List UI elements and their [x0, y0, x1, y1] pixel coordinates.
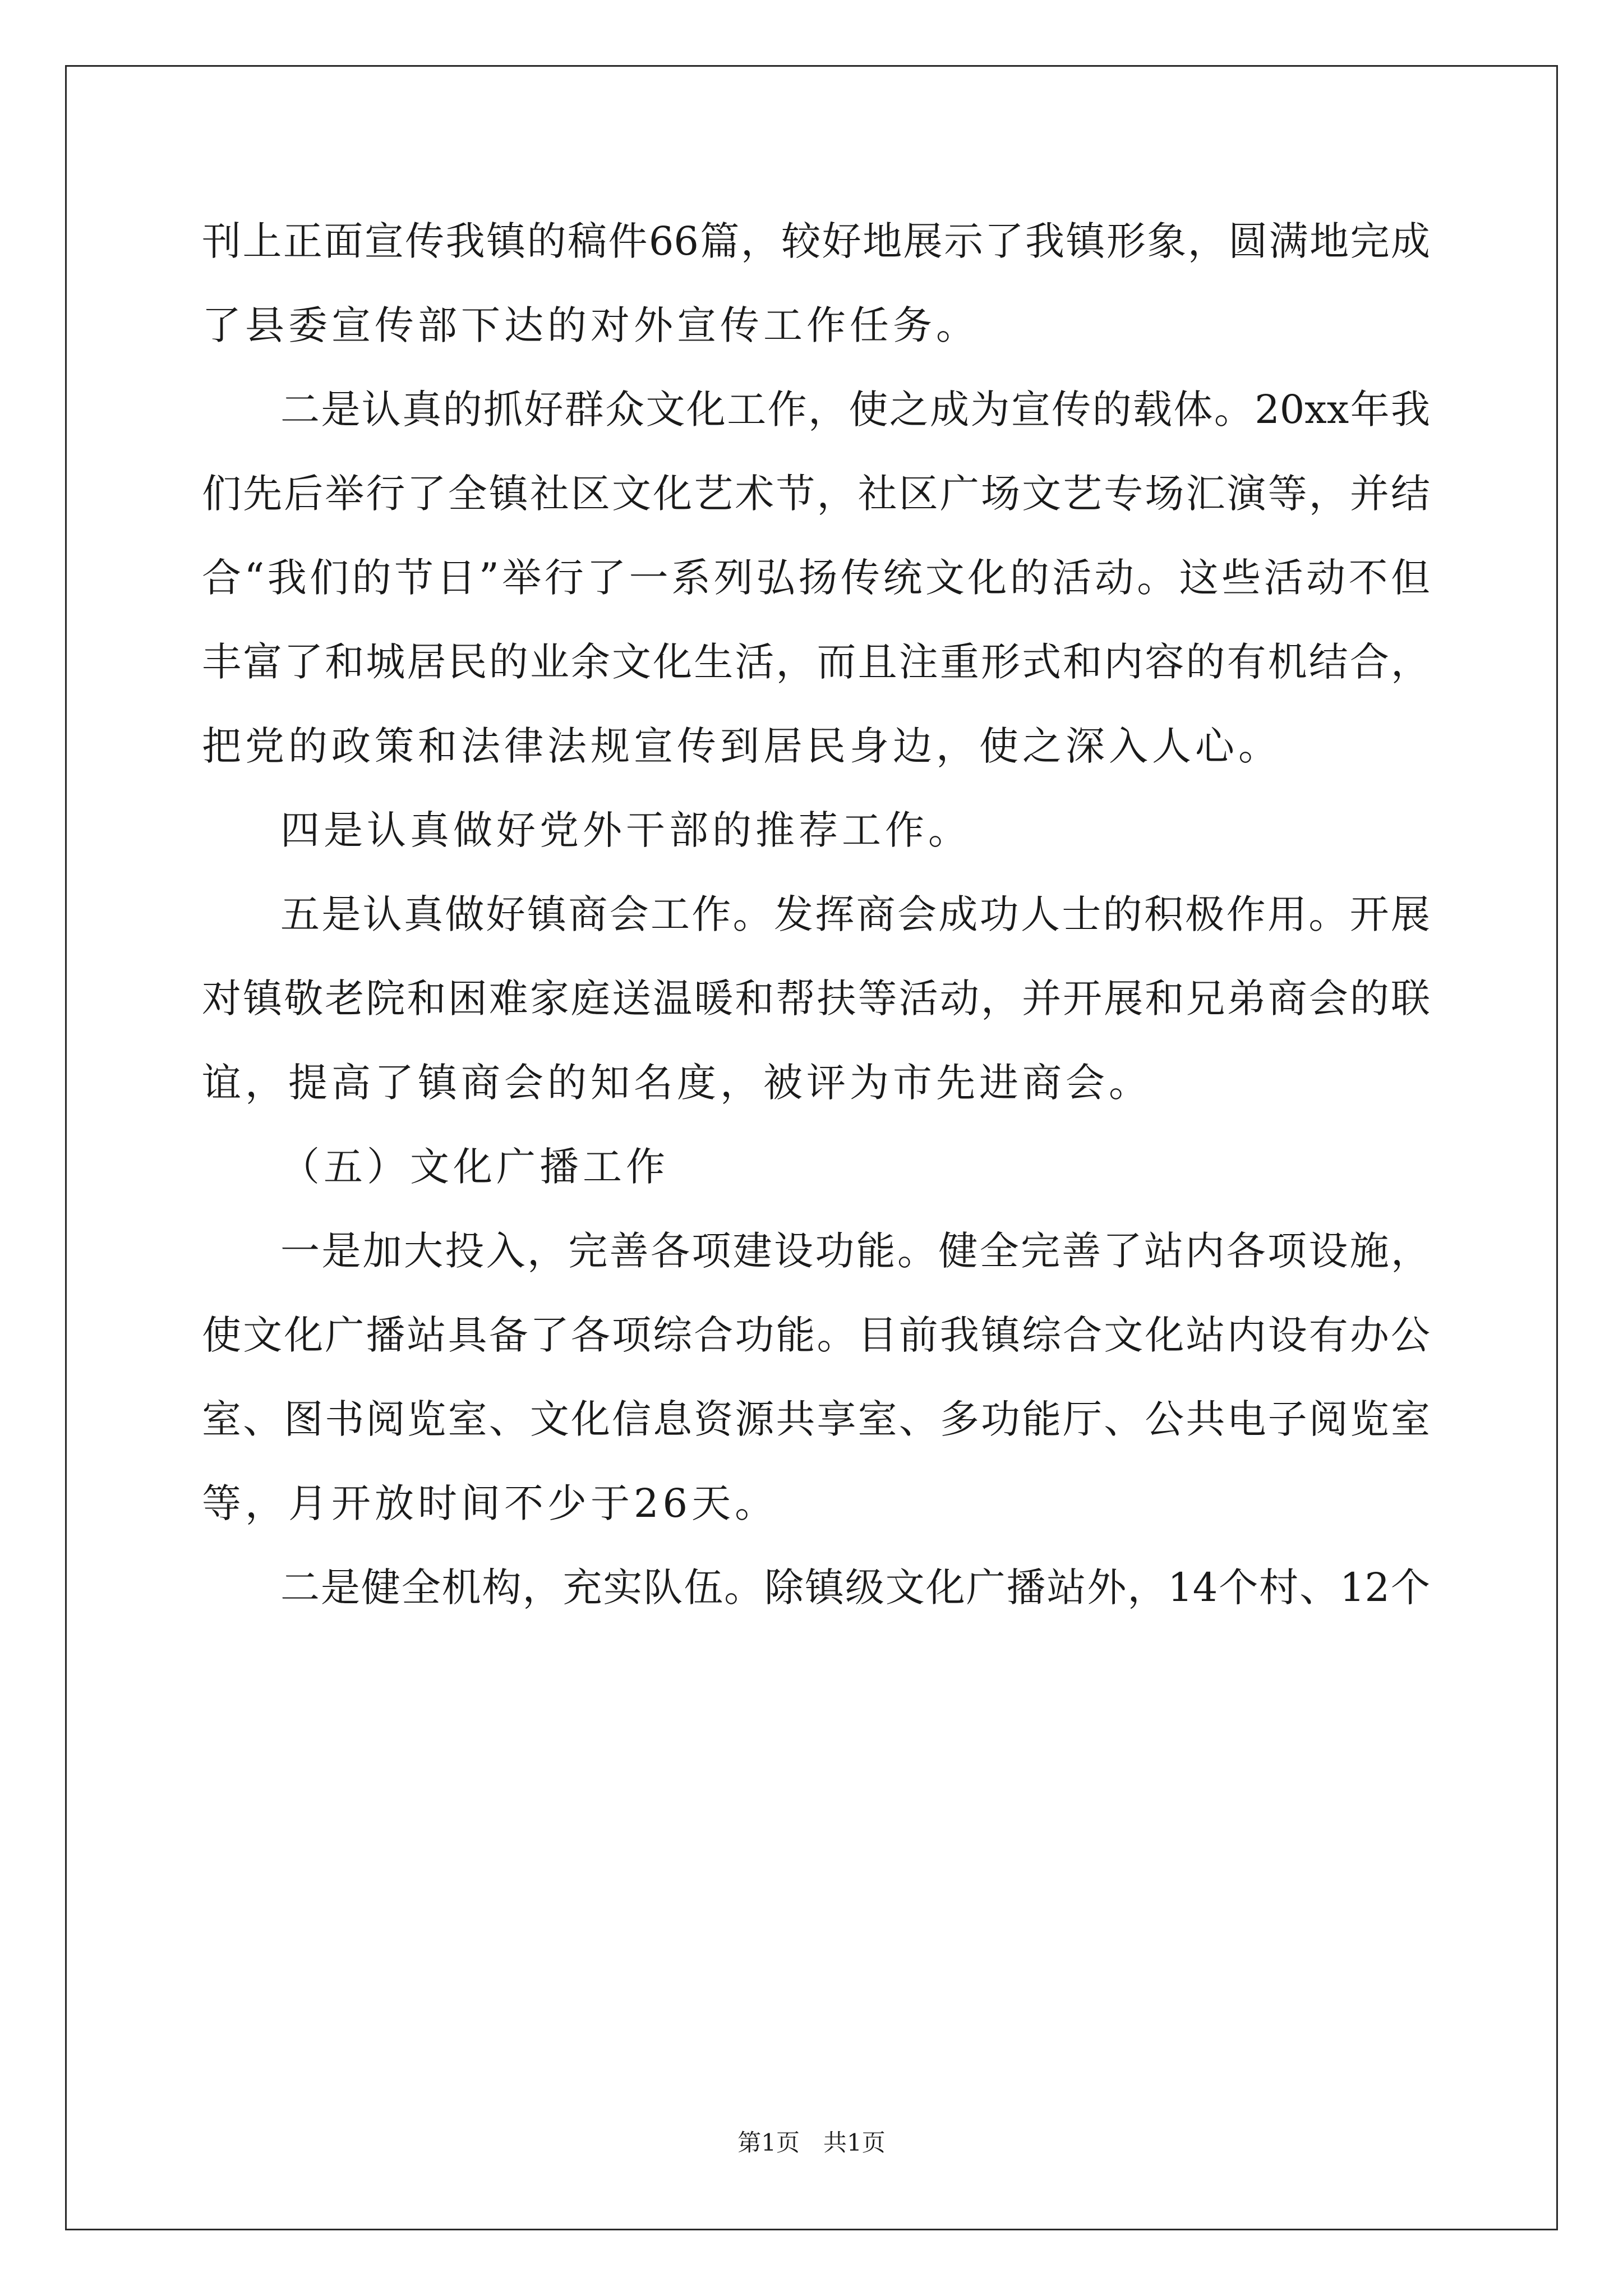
- text-line: 使文化广播站具备了各项综合功能。目前我镇综合文化站内设有办公: [202, 1312, 1430, 1358]
- text-line: 合“我们的节日”举行了一系列弘扬传统文化的活动。这些活动不但: [202, 555, 1430, 601]
- paragraph-start-line: 一是加大投入，完善各项建设功能。健全完善了站内各项设施，: [280, 1228, 1430, 1274]
- text-line: 了县委宣传部下达的对外宣传工作任务。: [202, 302, 979, 348]
- text-line: 对镇敬老院和困难家庭送温暖和帮扶等活动，并开展和兄弟商会的联: [202, 976, 1430, 1022]
- page-number-footer: 第1页 共1页: [737, 2129, 886, 2156]
- paragraph-start-line: 二是健全机构，充实队伍。除镇级文化广播站外，14个村、12个: [280, 1565, 1430, 1611]
- text-line: 把党的政策和法律法规宣传到居民身边，使之深入人心。: [202, 723, 1281, 769]
- text-line: 谊，提高了镇商会的知名度，被评为市先进商会。: [202, 1060, 1152, 1106]
- section-heading: （五）文化广播工作: [280, 1144, 669, 1190]
- text-line: 等，月开放时间不少于26天。: [202, 1480, 778, 1526]
- paragraph-start-line: 五是认真做好镇商会工作。发挥商会成功人士的积极作用。开展: [280, 891, 1430, 937]
- text-line: 丰富了和城居民的业余文化生活，而且注重形式和内容的有机结合，: [202, 639, 1430, 685]
- text-line: 刊上正面宣传我镇的稿件66篇，较好地展示了我镇形象，圆满地完成: [202, 218, 1430, 264]
- text-line: 室、图书阅览室、文化信息资源共享室、多功能厅、公共电子阅览室: [202, 1396, 1430, 1442]
- text-line: 们先后举行了全镇社区文化艺术节，社区广场文艺专场汇演等，并结: [202, 471, 1430, 517]
- paragraph-start-line: 四是认真做好党外干部的推荐工作。: [280, 807, 971, 853]
- paragraph-start-line: 二是认真的抓好群众文化工作，使之成为宣传的载体。20xx年我: [280, 386, 1430, 432]
